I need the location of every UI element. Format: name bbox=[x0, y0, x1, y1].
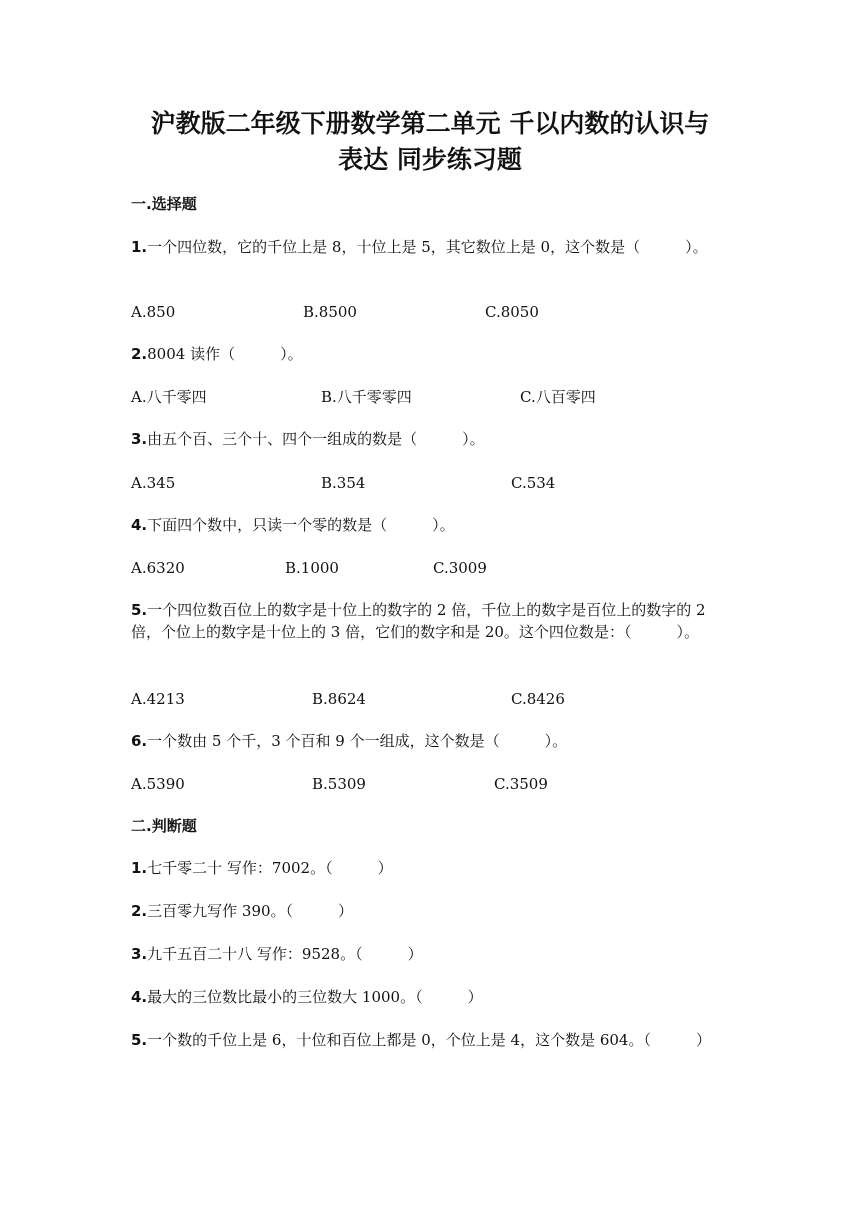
question-choice-4 bbox=[131, 514, 731, 536]
question-judge-1 bbox=[131, 857, 731, 879]
question-number: 1. bbox=[131, 238, 148, 256]
option-c: C.八百零四 bbox=[520, 388, 596, 406]
question-text: 8004 读作（ ）。 bbox=[147, 345, 303, 363]
question-number: 5. bbox=[131, 601, 148, 619]
option-b: B.8500 bbox=[303, 303, 357, 321]
question-number: 2. bbox=[131, 345, 148, 363]
option-a: A.八千零四 bbox=[131, 388, 207, 406]
question-choice-6 bbox=[131, 730, 731, 752]
page-title-line2: 表达 同步练习题 bbox=[338, 145, 522, 174]
question-number: 2. bbox=[131, 902, 148, 920]
section-heading-choice: 一.选择题 bbox=[131, 195, 197, 213]
option-c: C.534 bbox=[511, 474, 556, 492]
question-text: 最大的三位数比最小的三位数大 1000。（ ） bbox=[147, 988, 483, 1006]
question-choice-3 bbox=[131, 428, 731, 450]
option-a: A.6320 bbox=[131, 559, 185, 577]
question-number: 4. bbox=[131, 988, 148, 1006]
section-heading-judge: 二.判断题 bbox=[131, 817, 197, 835]
question-text: 一个数由 5 个千，3 个百和 9 个一组成，这个数是（ ）。 bbox=[147, 732, 568, 750]
option-a: A.850 bbox=[131, 303, 176, 321]
question-text: 由五个百、三个十、四个一组成的数是（ ）。 bbox=[147, 430, 485, 448]
question-choice-1 bbox=[131, 236, 731, 258]
question-judge-4 bbox=[131, 986, 731, 1008]
question-number: 6. bbox=[131, 732, 148, 750]
question-text: 九千五百二十八 写作：9528。（ ） bbox=[147, 945, 423, 963]
question-text: 一个四位数百位上的数字是十位上的数字的 2 倍，千位上的数字是百位上的数字的 2 倍，个位上的数字是十位上的 3 倍，它们的数字和是 20。这个四位数是：（ ）。 bbox=[131, 601, 706, 641]
question-choice-2 bbox=[131, 343, 731, 365]
option-c: C.3509 bbox=[494, 775, 548, 793]
option-a: A.4213 bbox=[131, 690, 185, 708]
option-c: C.8426 bbox=[511, 690, 565, 708]
page-title-line1: 沪教版二年级下册数学第二单元 千以内数的认识与 bbox=[150, 109, 710, 138]
option-c: C.3009 bbox=[433, 559, 487, 577]
question-text: 三百零九写作 390。（ ） bbox=[147, 902, 354, 920]
question-judge-5 bbox=[131, 1029, 731, 1051]
question-judge-3 bbox=[131, 943, 731, 965]
question-text: 一个四位数，它的千位上是 8，十位上是 5，其它数位上是 0，这个数是（ ）。 bbox=[147, 238, 708, 256]
option-b: B.八千零零四 bbox=[321, 388, 412, 406]
question-number: 3. bbox=[131, 430, 148, 448]
question-number: 3. bbox=[131, 945, 148, 963]
question-number: 4. bbox=[131, 516, 148, 534]
option-a: A.5390 bbox=[131, 775, 185, 793]
option-b: B.8624 bbox=[312, 690, 366, 708]
question-text: 一个数的千位上是 6，十位和百位上都是 0，个位上是 4，这个数是 604。（ ） bbox=[147, 1031, 711, 1049]
question-judge-2 bbox=[131, 900, 731, 922]
question-text: 七千零二十 写作：7002。（ ） bbox=[147, 859, 393, 877]
question-number: 1. bbox=[131, 859, 148, 877]
option-a: A.345 bbox=[131, 474, 176, 492]
question-number: 5. bbox=[131, 1031, 148, 1049]
question-text: 下面四个数中，只读一个零的数是（ ）。 bbox=[147, 516, 455, 534]
option-b: B.5309 bbox=[312, 775, 366, 793]
question-choice-5 bbox=[131, 599, 731, 643]
option-c: C.8050 bbox=[485, 303, 539, 321]
option-b: B.1000 bbox=[285, 559, 339, 577]
option-b: B.354 bbox=[321, 474, 366, 492]
